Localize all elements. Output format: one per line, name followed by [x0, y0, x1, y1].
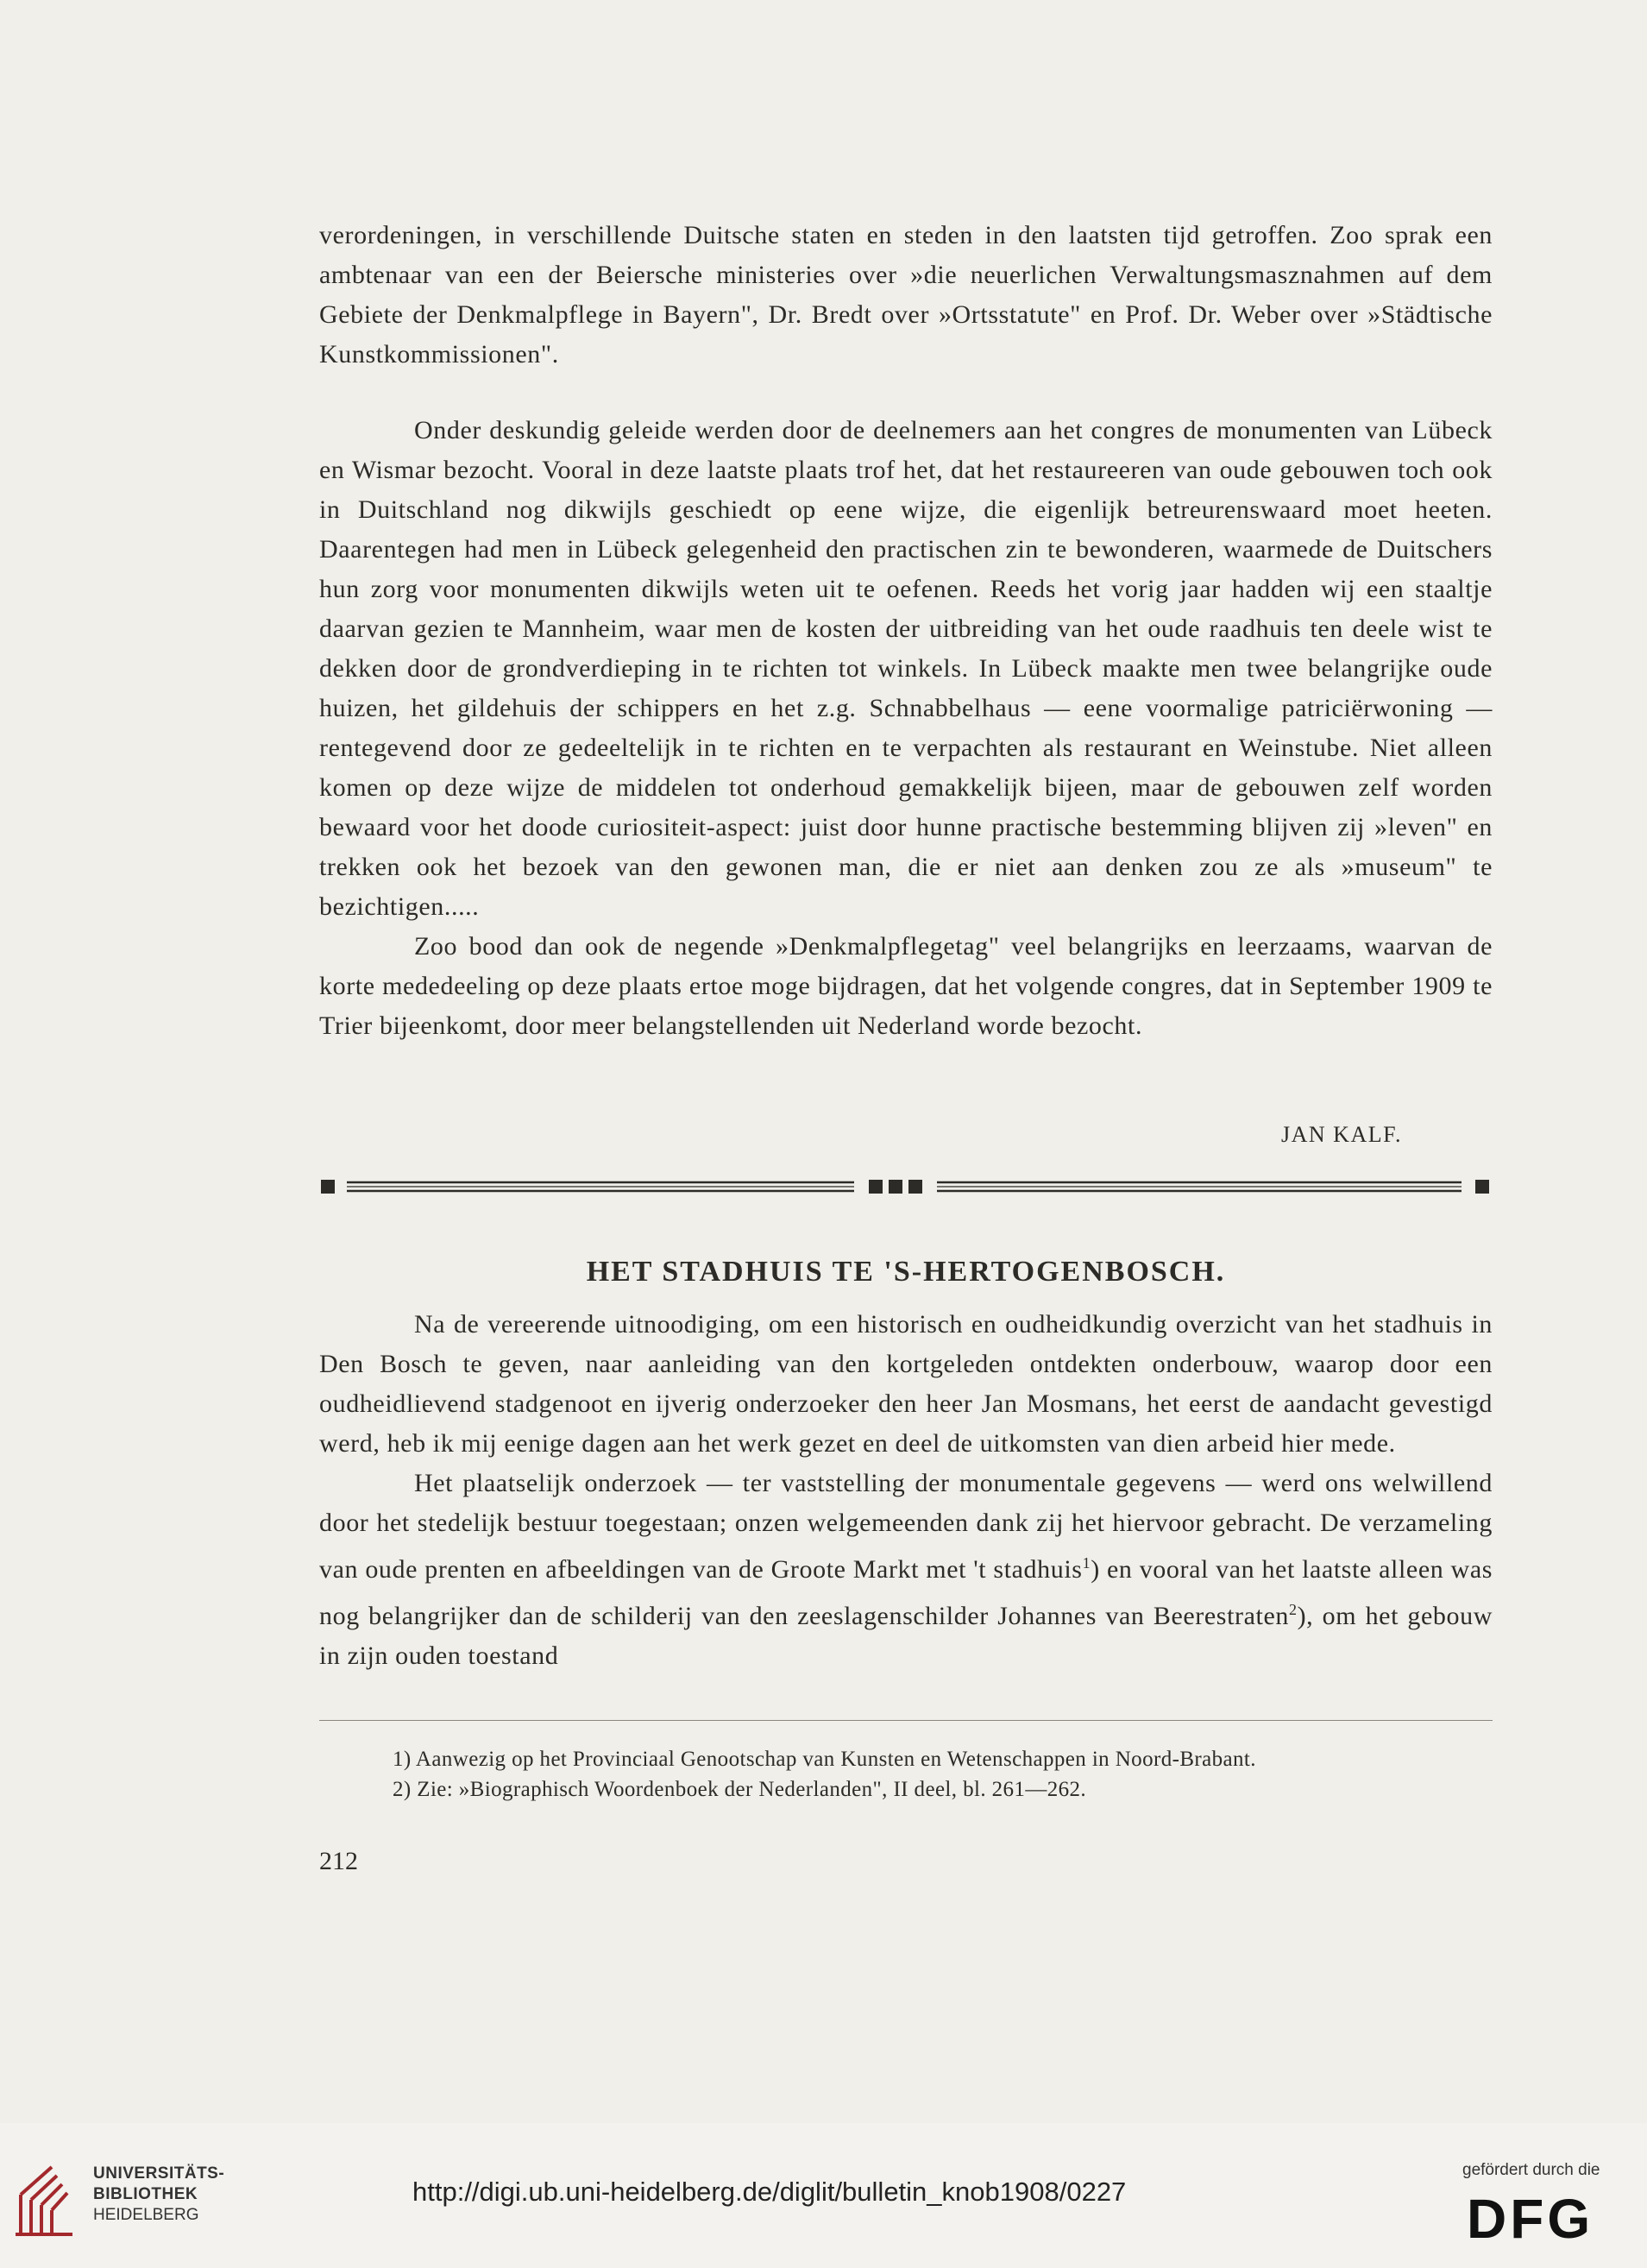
- paragraph-text: ), om het gebouw in zijn ouden toestand: [319, 1602, 1493, 1670]
- library-name-line: UNIVERSITÄTS-: [93, 2164, 225, 2183]
- ornamental-divider: [319, 1172, 1493, 1203]
- paragraph: Onder deskundig geleide werden door de deelnemers aan het congres de monumenten van Lübeck en Wismar bezocht. Vooral in deze laatste plaats trof het, dat het restaureeren van oude gebouwen toch ook in Duitschland nog dikwijls geschiedt op eene wijze, die eigenlijk betreurenswaard moet heeten. Daarentegen had men in Lübeck gelegenheid den practischen zin te bewonderen, waarmede de Duitschers hun zorg voor monumenten dikwijls weten uit te oefenen. Reeds het vorig jaar hadden wij een staaltje daarvan gezien te Mannheim, waar men de kosten der uitbreiding van het oude raadhuis ten deele wist te dekken door de grondverdieping in te richten tot winkels. In Lübeck maakte men twee belangrijke oude huizen, het gildehuis der schippers en het z.g. Schnabbelhaus — eene voormalige patriciërwoning — rentegevend door ze gedeeltelijk in te richten en te verpachten als restaurant en Weinstube. Niet alleen komen op deze wijze de middelen tot onderhoud gemakkelijk bijeen, maar de gebouwen zelf worden bewaard voor het doode curiositeit-aspect: juist door hunne practische bestemming blijven zij »leven" en trekken ook het bezoek van den gewonen man, die er niet aan denken zou ze als »museum" te bezichtigen.....: [319, 416, 1493, 921]
- author-signature: JAN KALF.: [1281, 1122, 1402, 1147]
- university-library-logo-icon[interactable]: [12, 2162, 90, 2240]
- footnote-separator: [319, 1720, 1493, 1721]
- paragraph-text: ) en vooral van het laatste alleen was nog belangrijker dan de schilderij van den zeeslagenschilder Johannes van Beerestraten: [319, 1555, 1493, 1630]
- footnote-reference[interactable]: 2: [1288, 1601, 1298, 1618]
- paragraph: verordeningen, in verschillende Duitsche staten en steden in den laatsten tijd getroffen. Zoo sprak een ambtenaar van een der Beiersche ministeries over »die neuerlichen Verwaltungsmasznahmen auf dem Gebiete der Denkmalpflege in Bayern", Dr. Bredt over »Ortsstatute" en Prof. Dr. Weber over »Städtische Kunstkommissionen".: [319, 221, 1493, 369]
- page-number: 212: [319, 1847, 358, 1875]
- library-name-line: BIBLIOTHEK: [93, 2185, 198, 2203]
- paragraph: Zoo bood dan ook de negende »Denkmalpflegetag" veel belangrijks en leerzaams, waarvan de korte mededeeling op deze plaats ertoe moge bijdragen, dat het volgende congres, dat in September 1909 te Trier bijeenkomt, door meer belangstellenden uit Nederland worde bezocht.: [319, 932, 1493, 1040]
- article-title: HET STADHUIS TE 'S-HERTOGENBOSCH.: [586, 1256, 1226, 1288]
- article-continuation: [319, 216, 1493, 1046]
- library-name-line: HEIDELBERG: [93, 2206, 199, 2224]
- footnote-reference[interactable]: 1: [1082, 1554, 1091, 1572]
- dfg-logo-text: DFG: [1467, 2188, 1594, 2245]
- university-library-name: [93, 2164, 224, 2226]
- paragraph: [319, 1464, 1493, 1676]
- footnote: 2) Zie: »Biographisch Woordenboek der Nederlanden", II deel, bl. 261—262.: [393, 1778, 1087, 1801]
- funding-caption: gefördert durch die: [1462, 2161, 1600, 2179]
- dfg-logo-icon[interactable]: [1467, 2188, 1622, 2245]
- article-body: [319, 1305, 1493, 1676]
- paragraph: Na de vereerende uitnoodiging, om een historisch en oudheidkundig overzicht van het stadhuis in Den Bosch te geven, naar aanleiding van den kortgeleden ontdekten onderbouw, waarop door een oudheidlievend stadgenoot en ijverig onderzoeker den heer Jan Mosmans, het eerst de aandacht gevestigd werd, heb ik mij eenige dagen aan het werk gezet en deel de uitkomsten van dien arbeid hier mede.: [319, 1310, 1493, 1458]
- footnote: 1) Aanwezig op het Provinciaal Genootschap van Kunsten en Wetenschappen in Noord-Brabant.: [393, 1748, 1256, 1771]
- paragraph-text: Het plaatselijk onderzoek — ter vaststelling der monumentale gegevens — werd ons welwillend door het stedelijk bestuur toegestaan; onzen welgemeenden dank zij het hiervoor gebracht. De verzameling van oude prenten en afbeeldingen van de Groote Markt met 't stadhuis: [319, 1469, 1493, 1584]
- permalink-url[interactable]: http://digi.ub.uni-heidelberg.de/diglit/bulletin_knob1908/0227: [412, 2177, 1127, 2207]
